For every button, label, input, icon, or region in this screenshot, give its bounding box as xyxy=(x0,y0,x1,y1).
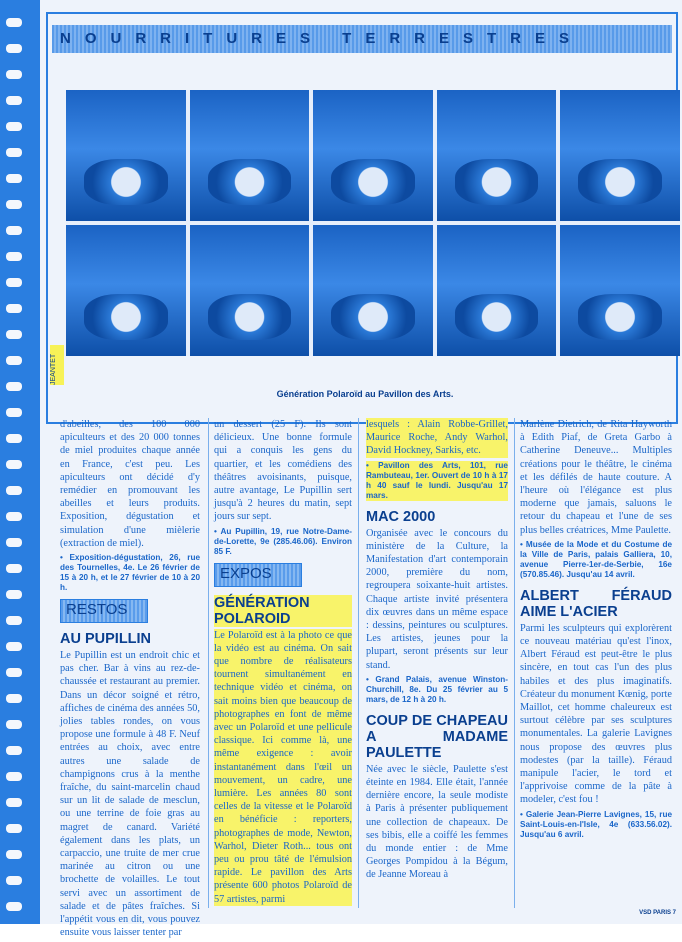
article-text: Le Polaroïd est à la photo ce que la vidéo est au cinéma. On sait que nombre de réalisateurs tournent simultanément en technique vidéo et cinéma, on sait moins bien que beaucoup de photographes en font de même avec un Polaroïd et une pellicule classique. Ici comme là, une même exigence : avoir instantanément dans l'œil un mouvement, un cadre, une lumière. Les années 80 sont celles de la vitesse et le Polaroïd en bénéficie : reporters, photographes de mode, Newton, Warhol, Dieter Roth... tous ont peu ou prou tâté de l'émulsion rapide. Le pavillon des Arts présente 600 photos Polaroïd de 57 artistes, parmi xyxy=(214,629,352,905)
headline-albert-feraud: ALBERT FÉRAUD AIME L'ACIER xyxy=(520,587,672,620)
photo-tile xyxy=(437,90,557,221)
spiral-binding xyxy=(0,0,40,924)
column-2 xyxy=(214,418,352,908)
article-text: Parmi les sculpteurs qui explorèrent ce nouveau matériau qu'est l'inox, Albert Féraud est peut-être le plus sincère, en tout cas l'un des plus habiles et des plus imaginatifs. Créateur du monument Kœnig, porte Maillot, cet homme chaleureux est surtout célèbre par ses sculptures monumentales. La galerie Lavignes nous propose des œuvres plus modestes (par la taille). Féraud manipule l'acier, le tord et l'apprivoise comme de la pâte à modeler, c'est fou ! xyxy=(520,622,672,806)
photo-tile xyxy=(190,90,310,221)
article-text: Marlène Dietrich, de Rita Hayworth à Edith Piaf, de Greta Garbo à Catherine Deneuve... Multiples créations pour le théâtre, le cinéma et les défilés de haute couture. A l'heure où l'élégance est plus moderne que jamais, saluons le retour du chapeau et l'une de ses plus belles créatrices, Mme Paulette. xyxy=(520,419,672,536)
polaroid-photo-grid xyxy=(66,90,680,356)
column-divider xyxy=(514,418,515,908)
event-info: • Au Pupillin, 19, rue Notre-Dame-de-Lorette, 9e (285.46.06). Environ 85 F. xyxy=(214,526,352,556)
event-info: • Grand Palais, avenue Winston-Churchill, 8e. Du 25 février au 5 mars, de 12 h à 20 h. xyxy=(366,674,508,704)
photo-tile xyxy=(66,225,186,356)
article-text: un dessert (25 F). Ils sont délicieux. Une bonne formule qui a conquis les gens du quartier, et les comédiens des théâtres avoisinants, puisque, autre avantage, Le Pupillin sert jusqu'à 2 heures du matin, sept jours sur sept. xyxy=(214,419,352,523)
photo-tile xyxy=(190,225,310,356)
event-info: • Galerie Jean-Pierre Lavignes, 15, rue Saint-Louis-en-l'Isle, 4e (633.56.02). Jusqu'au 6 avril. xyxy=(520,809,672,839)
rubric-restos: RESTOS xyxy=(60,599,148,623)
column-3 xyxy=(366,418,508,884)
article-text: Le Pupillin est un endroit chic et pas cher. Bar à vins au rez-de-chaussée et restaurant au premier. Dans un décor soigné et rétro, affiches de cinéma des années 50, jolies tables rondes, on vous propose une formule à 48 F. Neuf entrées au choix, avec entre autres une salade de champignons crus à la menthe fraîche, du saint-marcelin chaud sur un lit de salade de mesclun, ou une terrine de foie gras au magret de canard. Variété également dans les plats, un carpaccio, une truite de mer crue marinée au citron ou une brochette de volailles. Le tout servi avec un assortiment de salade et de pâtes fraîches. Si l'appétit vous en dit, vous pouvez ensuite vous laisser tenter par xyxy=(60,650,200,939)
photo-tile xyxy=(437,225,557,356)
column-1 xyxy=(60,418,200,942)
photo-tile xyxy=(560,225,680,356)
event-info: • Pavillon des Arts, 101, rue Rambuteau, 1er. Ouvert de 10 h à 17 h 40 sauf le lundi. Jusqu'au 17 mars. xyxy=(366,460,508,500)
photo-tile xyxy=(66,90,186,221)
article-text: Organisée avec le concours du ministère de la Culture, la Manifestation d'art contemporain 2000, première du nom, regroupera soixante-huit artistes. Chaque artiste invité présentera dix œuvres dans un même espace : dessins, peintures ou sculptures. Les artistes, jeunes pour la plupart, seront présents sur leur stand. xyxy=(366,527,508,671)
headline-generation-polaroid: GÉNÉRATION POLAROID xyxy=(214,595,352,627)
photo-credit: JEANTET xyxy=(50,345,64,385)
photo-tile xyxy=(313,90,433,221)
headline-mac-2000: MAC 2000 xyxy=(366,508,436,525)
photo-caption: Génération Polaroïd au Pavillon des Arts. xyxy=(276,389,454,399)
column-divider xyxy=(358,418,359,908)
photo-tile xyxy=(313,225,433,356)
column-divider xyxy=(208,418,209,908)
photo-tile xyxy=(560,90,680,221)
article-text: Née avec le siècle, Paulette s'est éteinte en 1984. Elle était, l'année dernière encore, la seule modiste à Paris à présenter publiquement une collection de chapeaux. De ses bibis, elle a coiffé les femmes du monde entier : de Mme Georges Pompidou à la Bégum, de Jeanne Moreau à xyxy=(366,763,508,881)
article-text: d'abeilles, des 100 000 apiculteurs et des 20 000 tonnes de miel produites chaque année en France, c'est peu. Les apiculteurs ont décidé d'y remédier en promouvant les abeilles et leurs produits. Exposition, dégustation et simulation d'une mièlerie (extraction de miel). xyxy=(60,419,200,549)
event-info: • Exposition-dégustation, 26, rue des Tournelles, 4e. Le 26 février de 15 à 20 h, et le 27 février de 10 à 20 h. xyxy=(60,553,200,593)
column-4 xyxy=(520,418,672,846)
event-info: • Musée de la Mode et du Costume de la Ville de Paris, palais Galliera, 10, avenue Pierre-1er-de-Serbie, 16e (570.85.46). Jusqu'au 14 avril. xyxy=(520,539,672,579)
article-text: lesquels : Alain Robbe-Grillet, Maurice Roche, Andy Warhol, David Hockney, Sarkis, etc. xyxy=(366,419,508,457)
rubric-expos: EXPOS xyxy=(214,563,302,587)
page-footer: VSD PARIS 7 xyxy=(639,910,676,916)
headline-coup-de-chapeau: COUP DE CHAPEAU A MADAME PAULETTE xyxy=(366,712,508,761)
section-title: NOURRITURES TERRESTRES xyxy=(60,30,584,47)
headline-pupillin: AU PUPILLIN xyxy=(60,631,152,648)
